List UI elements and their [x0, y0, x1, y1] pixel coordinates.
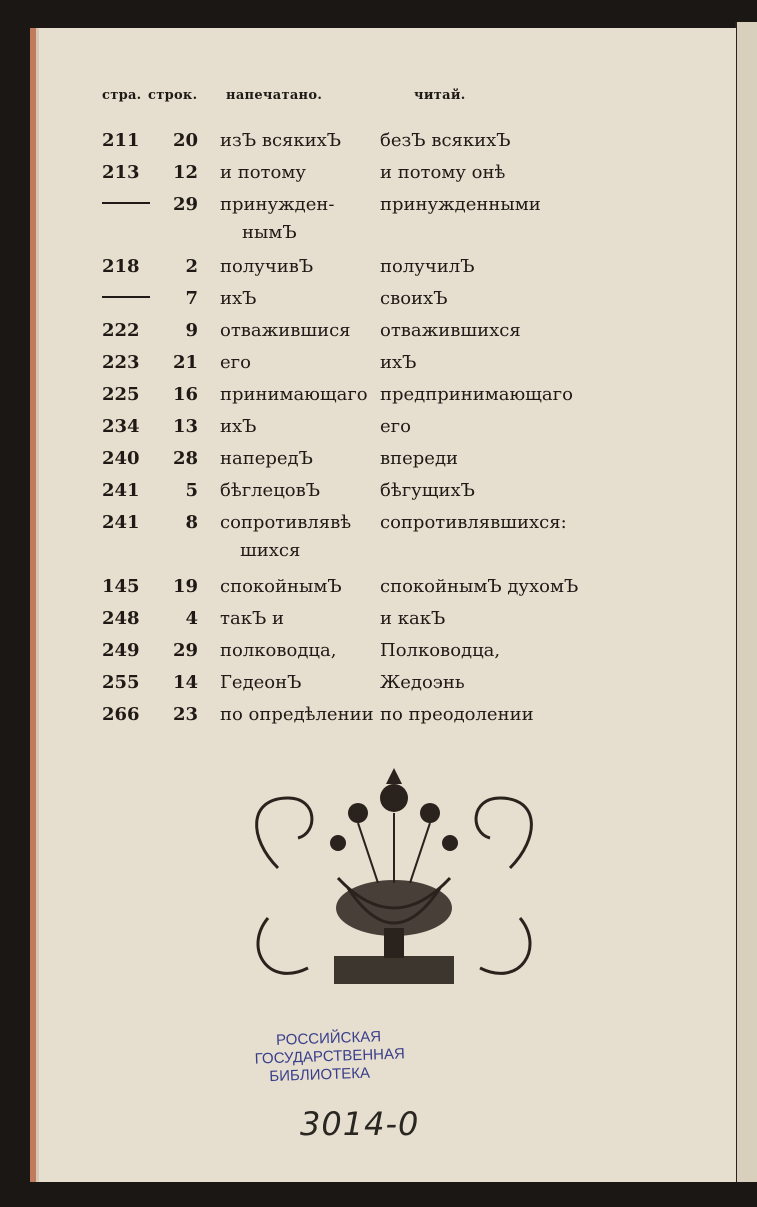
corrected-text: бѣгущихЪ [380, 480, 475, 501]
line-number: 13 [172, 416, 198, 437]
page-number: 266 [102, 704, 140, 725]
errata-row [102, 416, 622, 446]
errata-row-continuation [102, 540, 622, 570]
header-line: строк. [148, 88, 198, 103]
errata-row [102, 162, 622, 192]
corrected-text: предпринимающаго [380, 384, 573, 405]
header-printed: напечатано. [226, 88, 323, 103]
ditto-dash [102, 194, 152, 215]
page-number: 241 [102, 512, 140, 533]
line-number: 12 [172, 162, 198, 183]
header-page: стра. [102, 88, 142, 103]
page-number: 223 [102, 352, 140, 373]
corrected-text: отважившихся [380, 320, 521, 341]
printed-text: нымЪ [242, 222, 297, 243]
line-number: 2 [185, 256, 198, 277]
stamp-line: РОССИЙСКАЯ [275, 1028, 382, 1049]
line-number: 7 [185, 288, 198, 309]
stamp-line: ГОСУДАРСТВЕННАЯ [254, 1045, 406, 1068]
printed-text: сопротивлявѣ [220, 512, 352, 533]
page-number: 240 [102, 448, 140, 469]
page-number: 218 [102, 256, 140, 277]
printed-text: напередЪ [220, 448, 313, 469]
corrected-text: впереди [380, 448, 459, 469]
corrected-text: своихЪ [380, 288, 448, 309]
printed-text: ихЪ [220, 416, 257, 437]
printed-text: ихЪ [220, 288, 257, 309]
errata-row [102, 384, 622, 414]
corrected-text: получилЪ [380, 256, 475, 277]
line-number: 29 [172, 640, 198, 661]
line-number: 16 [172, 384, 198, 405]
printed-text: отважившися [220, 320, 351, 341]
printed-text: его [220, 352, 251, 373]
printed-text: спокойнымЪ [220, 576, 342, 597]
corrected-text: Полководца, [380, 640, 501, 661]
errata-row [102, 704, 622, 734]
header-read: читай. [414, 88, 466, 103]
errata-row [102, 130, 622, 160]
printed-text: и потому [220, 162, 306, 183]
line-number: 21 [172, 352, 198, 373]
corrected-text: и потому онѣ [380, 162, 506, 183]
line-number: 23 [172, 704, 198, 725]
page-number: 222 [102, 320, 140, 341]
stamp-line: БИБЛИОТЕКА [269, 1064, 371, 1086]
errata-row [102, 352, 622, 382]
errata-row [102, 256, 622, 286]
line-number: 14 [172, 672, 198, 693]
handwritten-shelfmark: 3014-0 [300, 1105, 420, 1143]
errata-row [102, 608, 622, 638]
page-number: 234 [102, 416, 140, 437]
corrected-text: принужденными [380, 194, 541, 215]
errata-row-continuation [102, 222, 622, 252]
page-number: 255 [102, 672, 140, 693]
corrected-text: и какЪ [380, 608, 446, 629]
ditto-dash [102, 288, 152, 309]
errata-row [102, 288, 622, 318]
printed-text: изЪ всякихЪ [220, 130, 342, 151]
corrected-text: по преодолении [380, 704, 534, 725]
printed-text: шихся [240, 540, 301, 561]
page-number: 248 [102, 608, 140, 629]
corrected-text: спокойнымЪ духомЪ [380, 576, 579, 597]
errata-row [102, 194, 622, 224]
line-number: 29 [172, 194, 198, 215]
errata-row [102, 576, 622, 606]
page-number: 213 [102, 162, 140, 183]
line-number: 19 [172, 576, 198, 597]
page-number: 211 [102, 130, 140, 151]
page-number: 145 [102, 576, 140, 597]
errata-row [102, 512, 622, 542]
corrected-text: ихЪ [380, 352, 417, 373]
errata-row [102, 672, 622, 702]
corrected-text: сопротивлявшихся: [380, 512, 567, 533]
line-number: 28 [172, 448, 198, 469]
errata-row [102, 448, 622, 478]
line-number: 8 [185, 512, 198, 533]
printed-text: ГедеонЪ [220, 672, 302, 693]
corrected-text: безЪ всякихЪ [380, 130, 511, 151]
printed-text: получивЪ [220, 256, 314, 277]
printed-text: принужден- [220, 194, 335, 215]
line-number: 20 [172, 130, 198, 151]
line-number: 5 [185, 480, 198, 501]
errata-row [102, 640, 622, 670]
flower-vase-ornament [238, 758, 550, 1008]
printed-text: бѣглецовЪ [220, 480, 321, 501]
line-number: 4 [185, 608, 198, 629]
page-number: 225 [102, 384, 140, 405]
errata-row [102, 480, 622, 510]
corrected-text: его [380, 416, 411, 437]
facing-page-edge [735, 22, 757, 1182]
printed-text: такЪ и [220, 608, 284, 629]
corrected-text: Жедоэнь [380, 672, 465, 693]
line-number: 9 [185, 320, 198, 341]
page-number: 241 [102, 480, 140, 501]
printed-text: принимающаго [220, 384, 368, 405]
library-stamp [254, 1027, 406, 1102]
printed-text: по опредѣлении [220, 704, 374, 725]
printed-text: полководца, [220, 640, 337, 661]
page-number: 249 [102, 640, 140, 661]
errata-row [102, 320, 622, 350]
